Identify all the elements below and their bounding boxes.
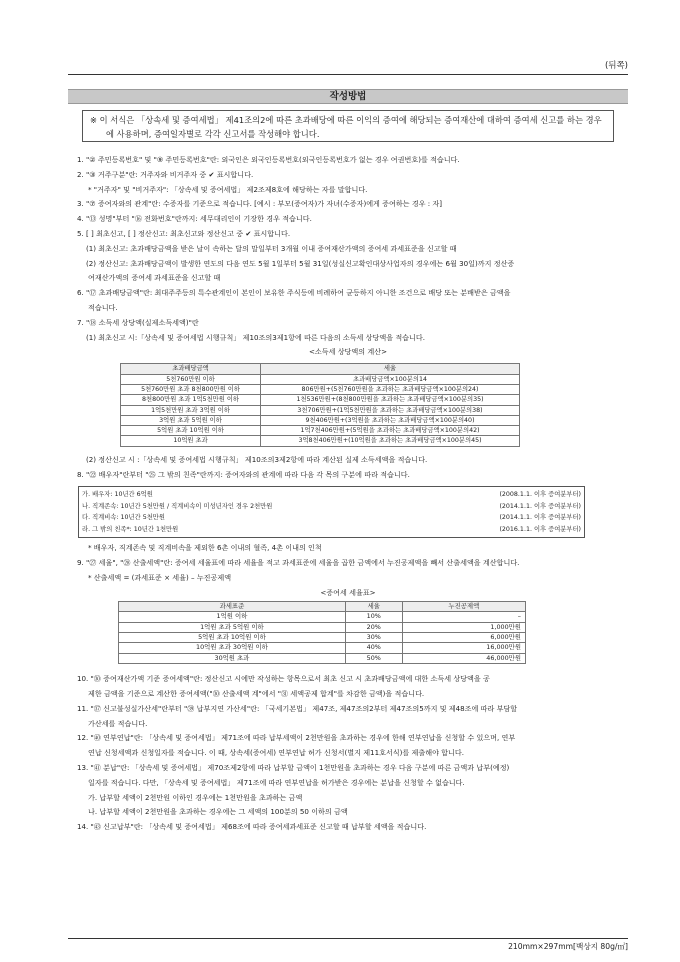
exemption-box bbox=[78, 486, 585, 538]
table2-caption: <증여세 세율표> bbox=[320, 587, 376, 597]
instruction-line: 14. "㊸ 신고납부"란: 「상속세 및 증여세법」 제68조에 따라 증여세과세표준 신고할 때 납부할 세액을 적습니다. bbox=[77, 822, 427, 832]
exemption-date: (2014.1.1. 이후 증여분부터) bbox=[499, 502, 581, 510]
table-row bbox=[121, 384, 520, 394]
exemption-text: 나. 직계존속: 10년간 5천만원 / 직계비속이 미성년자인 경우 2천만원 bbox=[82, 502, 273, 510]
table-row bbox=[119, 643, 526, 653]
table-cell: 10억원 초과 30억원 이하 bbox=[119, 643, 346, 653]
table-header-row bbox=[119, 601, 526, 611]
table-header-cell: 과세표준 bbox=[119, 601, 346, 611]
table-row bbox=[121, 426, 520, 436]
table-cell: 20% bbox=[345, 622, 402, 632]
instruction-line: 적습니다. bbox=[88, 302, 118, 312]
instruction-line: 8. "㉒ 배우자"란부터 "㉕ 그 밖의 친족"란까지: 증여자와의 관계에 따라 다음 각 목의 구분에 따라 적습니다. bbox=[77, 469, 410, 479]
instruction-line: 가. 납부할 세액이 2천만원 이하인 경우에는 1천만원을 초과하는 금액 bbox=[88, 792, 303, 802]
instruction-line: (1) 최초신고: 초과배당금액을 받은 날이 속하는 달의 말일부터 3개월 이내 증여재산가액의 증여세 과세표준을 신고할 때 bbox=[86, 243, 457, 253]
exemption-date: (2016.1.1. 이후 증여분부터) bbox=[499, 525, 581, 533]
instruction-line: 연납 신청세액과 신청일자를 적습니다. 이 때, 상속세(증여세) 연부연납 허가 신청서(별지 제11호서식)를 제출해야 합니다. bbox=[88, 748, 464, 758]
exemption-row bbox=[82, 489, 581, 501]
instruction-line: (2) 정산신고: 초과배당금액이 발생한 연도의 다음 연도 5월 1일부터 5월 31일(성실신고확인대상사업자의 경우에는 6월 30일)까지 정산증 bbox=[86, 258, 515, 268]
table-header-cell: 초과배당금액 bbox=[121, 364, 261, 374]
table-cell: 5억원 초과 10억원 이하 bbox=[121, 426, 261, 436]
table-cell: 1천536만원+(8천800만원을 초과하는 초과배당금액×100분의35) bbox=[261, 395, 520, 405]
instruction-line: * 산출세액 = (과세표준 × 세율) – 누진공제액 bbox=[88, 572, 232, 582]
income-tax-table bbox=[120, 363, 520, 446]
instruction-line: (1) 최초신고 시:「상속세 및 증여세법 시행규칙」 제10조의3제1항에 따른 다음의 소득세 상당액을 적습니다. bbox=[86, 332, 425, 342]
top-divider bbox=[68, 74, 628, 75]
paper-spec: 210mm×297mm[백상지 80g/㎡] bbox=[508, 942, 628, 951]
instruction-line: 13. "㊶ 분납"란: 「상속세 및 증여세법」 제70조제2항에 따라 납부할 금액이 1천만원을 초과하는 경우 다음 구분에 따른 금액과 납부(예정) bbox=[77, 762, 510, 772]
notice-text: ※ 이 서식은 「상속세 및 증여세법」 제41조의2에 따른 초과배당에 따른 이익의 증여에 해당되는 증여재산에 대하여 증여세 신고를 하는 경우에 사용하며, 증여일자별로 각각 신고서를 작성해야 합니다. bbox=[90, 115, 602, 139]
instruction-list-2 bbox=[68, 453, 628, 483]
exemption-text: 라. 그 밖의 친족*: 10년간 1천만원 bbox=[82, 525, 179, 533]
instructions-body bbox=[68, 153, 628, 835]
instruction-line: 제한 금액을 기준으로 계산한 증여세액("㉚ 산출세액 계"에서 "㉛ 세액공제 합계"를 차감한 금액)을 적습니다. bbox=[88, 688, 425, 698]
table-header-cell: 누진공제액 bbox=[402, 601, 525, 611]
back-side-label: (뒤쪽) bbox=[604, 61, 628, 71]
table-cell: 1억5천만원 초과 3억원 이하 bbox=[121, 405, 261, 415]
instruction-line: 3. "⑦ 증여자와의 관계"란: 수증자를 기준으로 적습니다. [예시 : 부모(증여자)가 자녀(수증자)에게 증여하는 경우 : 자] bbox=[77, 199, 443, 209]
table-row bbox=[121, 415, 520, 425]
table-header-cell: 세율 bbox=[345, 601, 402, 611]
table-cell: 초과배당금액×100분의14 bbox=[261, 374, 520, 384]
table-cell: 6,000만원 bbox=[402, 632, 525, 642]
instruction-list-4 bbox=[68, 672, 628, 835]
instruction-line: 9. "㉗ 세율", "㉘ 산출세액"란: 증여세 세율표에 따라 세율을 적고 과세표준에 세율을 곱한 금액에서 누진공제액을 빼서 산출세액을 계산합니다. bbox=[77, 558, 520, 568]
instruction-line: 7. "⑱ 소득세 상당액(실제소득세액)"란 bbox=[77, 317, 199, 327]
notice-box bbox=[82, 110, 614, 142]
instruction-line: 6. "⑰ 초과배당금액"란: 최대주주등의 특수관계인이 본인이 보유한 주식등에 비례하여 균등하지 아니한 조건으로 배당 또는 분배받은 금액을 bbox=[77, 288, 511, 298]
table-cell: 1억7천406만원+(5억원을 초과하는 초과배당금액×100분의42) bbox=[261, 426, 520, 436]
table-cell: 50% bbox=[345, 653, 402, 663]
instruction-list-1 bbox=[68, 153, 628, 345]
exemption-date: (2014.1.1. 이후 증여분부터) bbox=[499, 514, 581, 522]
table-row bbox=[121, 395, 520, 405]
instruction-list-3 bbox=[68, 541, 628, 585]
exemption-row bbox=[82, 524, 581, 536]
exemption-row bbox=[82, 512, 581, 524]
table-cell: 5천760만원 이하 bbox=[121, 374, 261, 384]
table-row bbox=[121, 405, 520, 415]
instruction-line: 가산세를 적습니다. bbox=[88, 718, 148, 728]
instruction-line: 여재산가액의 증여세 과세표준을 신고할 때 bbox=[88, 273, 221, 283]
page-title: 작성방법 bbox=[68, 89, 628, 104]
table-row bbox=[119, 632, 526, 642]
table-cell: 10% bbox=[345, 612, 402, 622]
instruction-line: 10. "㉚ 증여재산가액 기준 증여세액"란: 정산신고 시에만 작성하는 항목으로서 최초 신고 시 초과배당금액에 대한 소득세 상당액을 공 bbox=[77, 674, 490, 684]
table-cell: 806만원+(5천760만원을 초과하는 초과배당금액×100분의24) bbox=[261, 384, 520, 394]
table-cell: 16,000만원 bbox=[402, 643, 525, 653]
table-cell: 5억원 초과 10억원 이하 bbox=[119, 632, 346, 642]
table-cell: 10억원 초과 bbox=[121, 436, 261, 446]
table-cell: 3억원 초과 5억원 이하 bbox=[121, 415, 261, 425]
instruction-line: 4. "⑬ 성명"부터 "⑯ 전화번호"란까지: 세무대리인이 기장한 경우 적습니다. bbox=[77, 214, 312, 224]
table-cell: 40% bbox=[345, 643, 402, 653]
table-row bbox=[119, 653, 526, 663]
table-cell: 46,000만원 bbox=[402, 653, 525, 663]
table-cell: 3억8천406만원+(10억원을 초과하는 초과배당금액×100분의45) bbox=[261, 436, 520, 446]
table-row bbox=[119, 622, 526, 632]
table-row bbox=[119, 612, 526, 622]
table1-caption: <소득세 상당액의 계산> bbox=[308, 347, 388, 357]
instruction-line: * 배우자, 직계존속 및 직계비속을 제외한 6촌 이내의 혈족, 4촌 이내의 인척 bbox=[88, 543, 322, 553]
instruction-line: 1. "② 주민등록번호" 및 "⑨ 주민등록번호"란: 외국인은 외국인등록번호(외국인등록번호가 없는 경우 여권번호)를 적습니다. bbox=[77, 155, 460, 164]
table-cell: 5천760만원 초과 8천800만원 이하 bbox=[121, 384, 261, 394]
instruction-line: 5. [ ] 최초신고, [ ] 정산신고: 최초신고와 정산신고 중 ✔ 표시합니다. bbox=[77, 228, 291, 238]
table-cell: 1억원 이하 bbox=[119, 612, 346, 622]
instruction-line: 나. 납부할 세액이 2천만원을 초과하는 경우에는 그 세액의 100분의 50 이하의 금액 bbox=[88, 807, 348, 817]
table-header-row bbox=[121, 364, 520, 374]
exemption-date: (2008.1.1. 이후 증여분부터) bbox=[499, 491, 581, 499]
table-cell: 3천706만원+(1억5천만원을 초과하는 초과배당금액×100분의38) bbox=[261, 405, 520, 415]
exemption-text: 다. 직계비속: 10년간 5천만원 bbox=[82, 514, 165, 522]
table-cell: 1,000만원 bbox=[402, 622, 525, 632]
table-cell: – bbox=[402, 612, 525, 622]
instruction-line: 일자를 적습니다. 다만, 「상속세 및 증여세법」 제71조에 따라 연부연납을 허가받은 경우에는 분납을 신청할 수 없습니다. bbox=[88, 777, 465, 787]
instruction-line: 12. "㊵ 연부연납"란: 「상속세 및 증여세법」 제71조에 따라 납부세액이 2천만원을 초과하는 경우에 한해 연부연납을 신청할 수 있으며, 연부 bbox=[77, 733, 516, 743]
table-cell: 9천406만원+(3억원을 초과하는 초과배당금액×100분의40) bbox=[261, 415, 520, 425]
instruction-line: (2) 정산신고 시 :「상속세 및 증여세법 시행규칙」 제10조의3제2항에 따라 계산된 실제 소득세액을 적습니다. bbox=[86, 454, 428, 464]
exemption-text: 가. 배우자: 10년간 6억원 bbox=[82, 491, 153, 499]
table-cell: 1억원 초과 5억원 이하 bbox=[119, 622, 346, 632]
table-cell: 30% bbox=[345, 632, 402, 642]
instruction-line: * "거주자" 및 "비거주자": 「상속세 및 증여세법」 제2조제8호에 해당하는 자를 말합니다. bbox=[88, 184, 368, 194]
table-cell: 8천800만원 초과 1억5천만원 이하 bbox=[121, 395, 261, 405]
table-row bbox=[121, 436, 520, 446]
table-header-cell: 세율 bbox=[261, 364, 520, 374]
table-row bbox=[121, 374, 520, 384]
gift-tax-rate-table bbox=[118, 601, 526, 664]
instruction-line: 11. "㊲ 신고불성실가산세"란부터 "㊴ 납부지연 가산세"란: 「국세기본법」 제47조, 제47조의2부터 제47조의5까지 및 제48조에 따라 부담할 bbox=[77, 703, 518, 713]
table-cell: 30억원 초과 bbox=[119, 653, 346, 663]
exemption-row bbox=[82, 501, 581, 513]
bottom-divider bbox=[68, 938, 628, 939]
instruction-line: 2. "③ 거주구분"란: 거주자와 비거주자 중 ✔ 표시합니다. bbox=[77, 169, 254, 179]
